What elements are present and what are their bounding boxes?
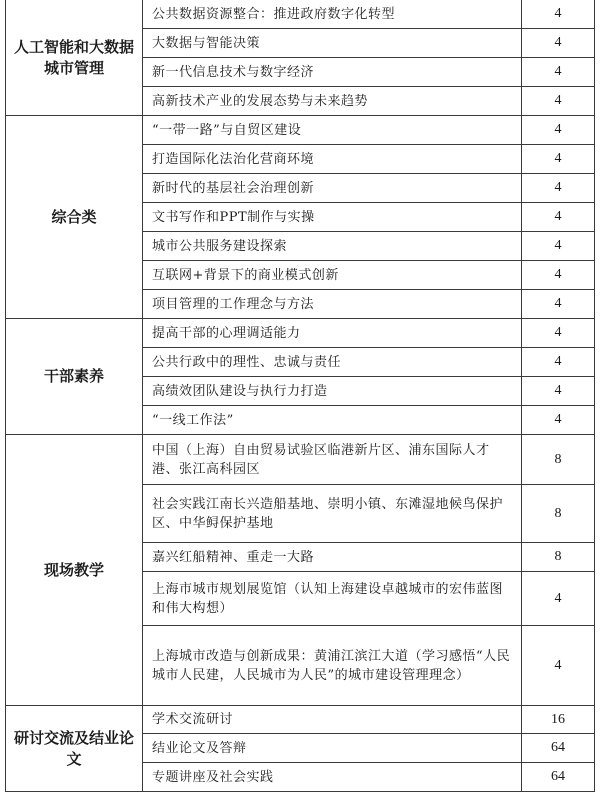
course-hours: 4 bbox=[522, 319, 595, 348]
course-title: 上海市城市规划展览馆（认知上海建设卓越城市的宏伟蓝图和伟大构想） bbox=[143, 572, 522, 626]
category-label: 研讨交流及结业论文 bbox=[6, 706, 143, 792]
course-title: “一线工作法” bbox=[143, 406, 522, 435]
course-hours: 64 bbox=[522, 763, 595, 792]
course-hours: 4 bbox=[522, 174, 595, 203]
table-row bbox=[6, 116, 595, 145]
course-hours: 4 bbox=[522, 58, 595, 87]
course-schedule-table bbox=[5, 0, 595, 792]
course-hours: 4 bbox=[522, 626, 595, 706]
category-label: 干部素养 bbox=[6, 319, 143, 435]
course-title: 高新技术产业的发展态势与未来趋势 bbox=[143, 87, 522, 116]
table-row bbox=[6, 435, 595, 485]
course-hours: 16 bbox=[522, 706, 595, 734]
course-title: 结业论文及答辩 bbox=[143, 734, 522, 763]
course-title: 专题讲座及社会实践 bbox=[143, 763, 522, 792]
course-hours: 4 bbox=[522, 377, 595, 406]
category-label: 现场教学 bbox=[6, 435, 143, 706]
course-hours: 8 bbox=[522, 543, 595, 572]
course-title: 提高干部的心理调适能力 bbox=[143, 319, 522, 348]
course-hours: 8 bbox=[522, 435, 595, 485]
table-row bbox=[6, 0, 595, 29]
course-title: 学术交流研讨 bbox=[143, 706, 522, 734]
course-title: 中国（上海）自由贸易试验区临港新片区、浦东国际人才港、张江高科园区 bbox=[143, 435, 522, 485]
course-title: 新一代信息技术与数字经济 bbox=[143, 58, 522, 87]
course-hours: 4 bbox=[522, 116, 595, 145]
course-title: 社会实践江南长兴造船基地、崇明小镇、东滩湿地候鸟保护区、中华鲟保护基地 bbox=[143, 485, 522, 543]
category-label: 人工智能和大数据城市管理 bbox=[6, 0, 143, 116]
course-title: 项目管理的工作理念与方法 bbox=[143, 290, 522, 319]
course-hours: 4 bbox=[522, 29, 595, 58]
course-hours: 4 bbox=[522, 203, 595, 232]
course-hours: 4 bbox=[522, 232, 595, 261]
course-hours: 4 bbox=[522, 290, 595, 319]
category-label: 综合类 bbox=[6, 116, 143, 319]
course-title: 打造国际化法治化营商环境 bbox=[143, 145, 522, 174]
course-title: 互联网+背景下的商业模式创新 bbox=[143, 261, 522, 290]
course-hours: 4 bbox=[522, 145, 595, 174]
table-row bbox=[6, 706, 595, 734]
course-hours: 4 bbox=[522, 348, 595, 377]
course-hours: 8 bbox=[522, 485, 595, 543]
course-hours: 64 bbox=[522, 734, 595, 763]
course-title: “一带一路”与自贸区建设 bbox=[143, 116, 522, 145]
course-title: 公共行政中的理性、忠诚与责任 bbox=[143, 348, 522, 377]
course-hours: 4 bbox=[522, 406, 595, 435]
course-hours: 4 bbox=[522, 0, 595, 29]
course-title: 嘉兴红船精神、重走一大路 bbox=[143, 543, 522, 572]
course-title: 上海城市改造与创新成果：黄浦江滨江大道（学习感悟“人民城市人民建，人民城市为人民”的城市建设管理理念） bbox=[143, 626, 522, 706]
course-title: 公共数据资源整合：推进政府数字化转型 bbox=[143, 0, 522, 29]
table-row bbox=[6, 319, 595, 348]
course-hours: 4 bbox=[522, 261, 595, 290]
course-hours: 4 bbox=[522, 87, 595, 116]
course-title: 大数据与智能决策 bbox=[143, 29, 522, 58]
course-title: 城市公共服务建设探索 bbox=[143, 232, 522, 261]
course-title: 新时代的基层社会治理创新 bbox=[143, 174, 522, 203]
course-title: 高绩效团队建设与执行力打造 bbox=[143, 377, 522, 406]
course-title: 文书写作和PPT制作与实操 bbox=[143, 203, 522, 232]
course-hours: 4 bbox=[522, 572, 595, 626]
